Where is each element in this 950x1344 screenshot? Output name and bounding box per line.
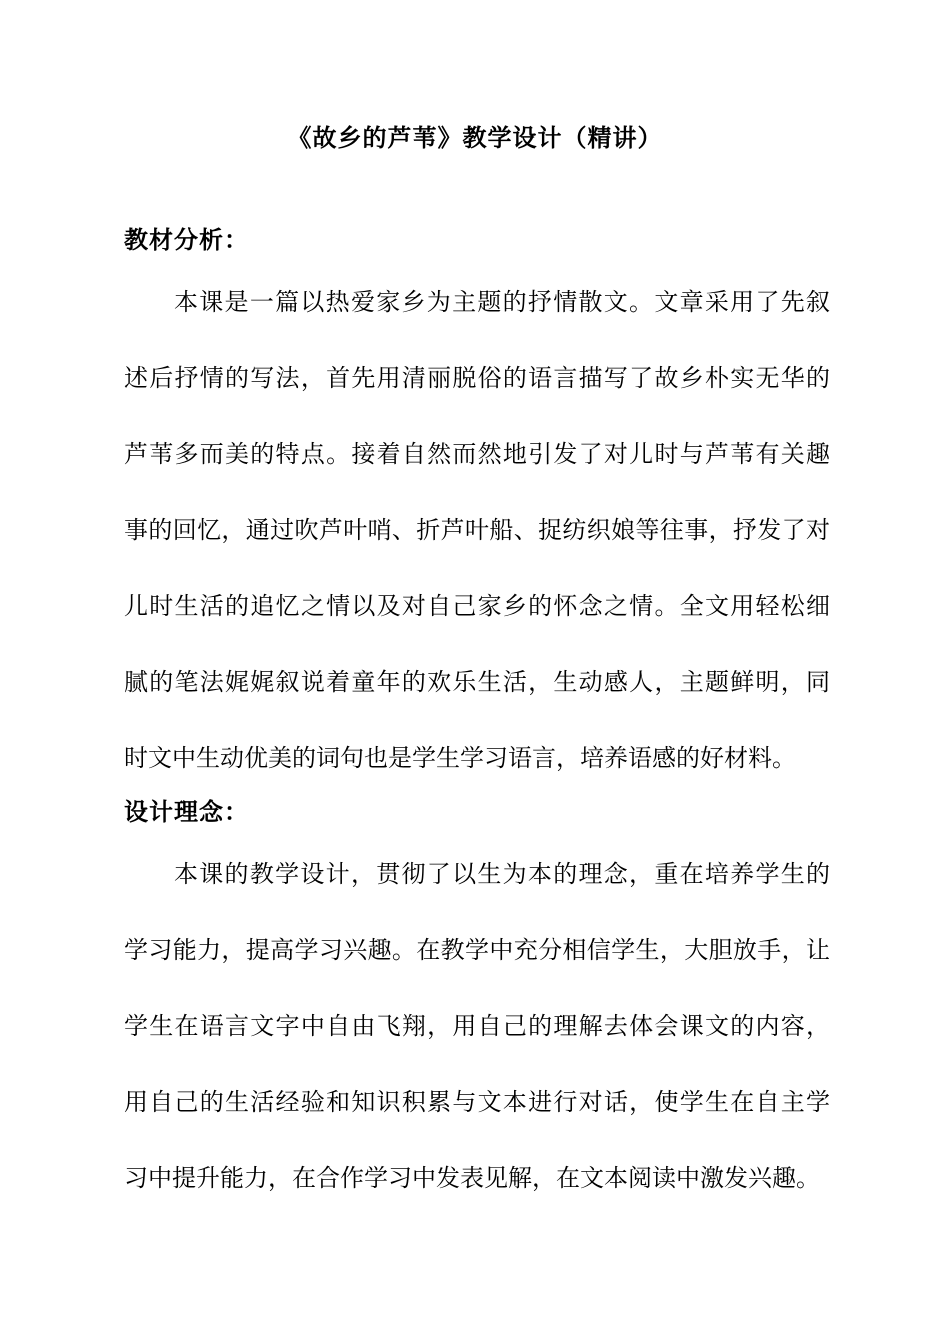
text-line: 事的回忆，通过吹芦叶哨、折芦叶船、捉纺织娘等往事，抒发了对 — [124, 516, 830, 544]
text-line: 用自己的生活经验和知识积累与文本进行对话，使学生在自主学 — [124, 1088, 830, 1116]
text-line: 习中提升能力，在合作学习中发表见解，在文本阅读中激发兴趣。 — [124, 1164, 820, 1192]
document-title: 《故乡的芦苇》教学设计（精讲） — [287, 123, 663, 152]
section-heading-material-analysis: 教材分析： — [124, 225, 249, 254]
text-line: 芦苇多而美的特点。接着自然而然地引发了对儿时与芦苇有关趣 — [124, 440, 830, 468]
paragraph-material-analysis — [124, 282, 830, 814]
text-line: 本课的教学设计，贯彻了以生为本的理念，重在培养学生的 — [174, 860, 830, 888]
text-line: 腻的笔法娓娓叙说着童年的欢乐生活，生动感人，主题鲜明，同 — [124, 668, 830, 696]
text-line: 述后抒情的写法，首先用清丽脱俗的语言描写了故乡朴实无华的 — [124, 364, 830, 392]
text-line: 时文中生动优美的词句也是学生学习语言，培养语感的好材料。 — [124, 744, 796, 772]
text-line: 学习能力，提高学习兴趣。在教学中充分相信学生，大胆放手，让 — [124, 936, 830, 964]
paragraph-design-concept — [124, 854, 830, 1234]
section-heading-design-concept: 设计理念： — [124, 797, 249, 826]
text-line: 学生在语言文字中自由飞翔，用自己的理解去体会课文的内容， — [124, 1012, 830, 1040]
text-line: 本课是一篇以热爱家乡为主题的抒情散文。文章采用了先叙 — [174, 288, 830, 316]
text-line: 儿时生活的追忆之情以及对自己家乡的怀念之情。全文用轻松细 — [124, 592, 830, 620]
